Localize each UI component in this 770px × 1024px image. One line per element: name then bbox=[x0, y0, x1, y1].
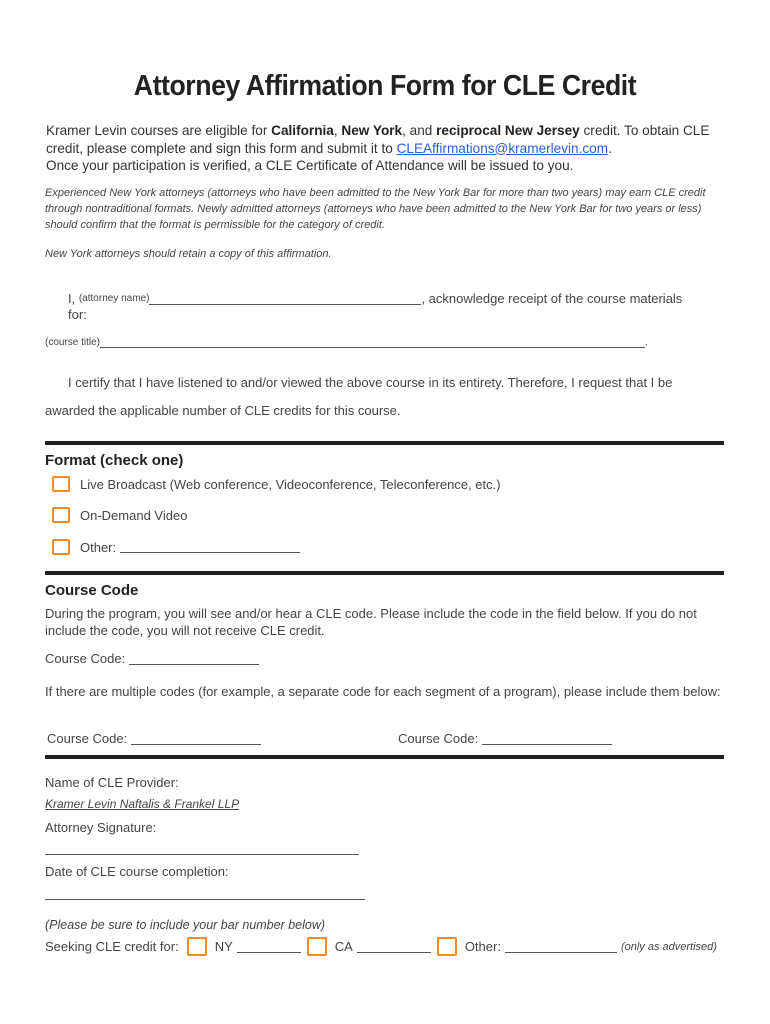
signature-label: Attorney Signature: bbox=[45, 820, 157, 835]
section-divider bbox=[45, 441, 724, 445]
page-title: Attorney Affirmation Form for CLE Credit bbox=[133, 70, 637, 102]
other-bar-number-field[interactable] bbox=[505, 941, 617, 953]
course-code-line-2: Course Code: bbox=[47, 731, 261, 746]
format-heading: Format (check one) bbox=[45, 452, 184, 469]
course-code-line-3: Course Code: bbox=[398, 731, 612, 746]
course-code-field-2[interactable] bbox=[131, 733, 261, 745]
completion-date-label: Date of CLE course completion: bbox=[45, 864, 229, 879]
email-link[interactable]: CLEAffirmations@kramerlevin.com bbox=[396, 140, 609, 156]
section-divider bbox=[45, 571, 724, 575]
ca-bar-number-field[interactable] bbox=[357, 941, 431, 953]
certify-text-2: awarded the applicable number of CLE credits for this course. bbox=[45, 403, 401, 418]
for-label: for: bbox=[68, 307, 87, 322]
intro-verification-text: Once your participation is verified, a CLE Certificate of Attendance will be issued to you. bbox=[46, 158, 574, 173]
provider-label: Name of CLE Provider: bbox=[45, 775, 179, 790]
seeking-credit-line: Seeking CLE credit for: NY CA Other: (only as advertised) bbox=[45, 939, 717, 954]
other-credit-checkbox[interactable] bbox=[437, 937, 457, 956]
other-format-checkbox[interactable] bbox=[52, 539, 70, 555]
multiple-codes-description: If there are multiple codes (for example, a separate code for each segment of a program), please include them below: bbox=[45, 684, 721, 699]
section-divider bbox=[45, 755, 724, 759]
format-option-other[interactable]: Other: bbox=[52, 539, 300, 555]
completion-date-field[interactable] bbox=[45, 888, 365, 900]
on-demand-checkbox[interactable] bbox=[52, 507, 70, 523]
signature-field[interactable] bbox=[45, 843, 359, 855]
course-title-field[interactable] bbox=[100, 338, 645, 348]
ny-checkbox[interactable] bbox=[187, 937, 207, 956]
attorney-name-field[interactable] bbox=[149, 293, 421, 305]
ny-bar-number-field[interactable] bbox=[237, 941, 301, 953]
format-option-live[interactable]: Live Broadcast (Web conference, Videoconference, Teleconference, etc.) bbox=[52, 476, 501, 492]
provider-value: Kramer Levin Naftalis & Frankel LLP bbox=[45, 797, 240, 811]
other-format-field[interactable] bbox=[120, 541, 300, 553]
course-code-description: During the program, you will see and/or hear a CLE code. Please include the code in the field below. If you do not include the code, you will not receive CLE credit. bbox=[45, 606, 697, 638]
ca-checkbox[interactable] bbox=[307, 937, 327, 956]
format-option-ondemand[interactable]: On-Demand Video bbox=[52, 507, 187, 523]
course-code-field[interactable] bbox=[129, 653, 259, 665]
course-title-line: (course title) . bbox=[45, 337, 648, 348]
experienced-attorneys-note: Experienced New York attorneys (attorneys who have been admitted to the New York Bar for more than two years) may earn CLE credit through nontraditional formats. Newly admitted attorneys (attorneys who have been admitted to the New York Bar for two years or less) should confirm that the format is permissible for the category of credit. bbox=[45, 187, 706, 231]
retain-copy-note: New York attorneys should retain a copy of this affirmation. bbox=[45, 248, 332, 260]
course-code-heading: Course Code bbox=[45, 582, 139, 599]
live-broadcast-checkbox[interactable] bbox=[52, 476, 70, 492]
intro-paragraph: Kramer Levin courses are eligible for California, New York, and reciprocal New Jersey credit. To obtain CLE credit, please complete and sign this form and submit it to CLEAffirmations@kramerlevin.com. Once your participation is verified, a CLE Certificate of Attendance will be issued to you. bbox=[46, 123, 710, 173]
bar-number-note: (Please be sure to include your bar number below) bbox=[45, 918, 326, 932]
certify-text: I certify that I have listened to and/or viewed the above course in its entirety. Therefore, I request that I be bbox=[68, 375, 673, 390]
course-code-line: Course Code: bbox=[45, 651, 259, 666]
course-code-field-3[interactable] bbox=[482, 733, 612, 745]
acknowledge-line: I, (attorney name) , acknowledge receipt of the course materials bbox=[68, 291, 683, 306]
